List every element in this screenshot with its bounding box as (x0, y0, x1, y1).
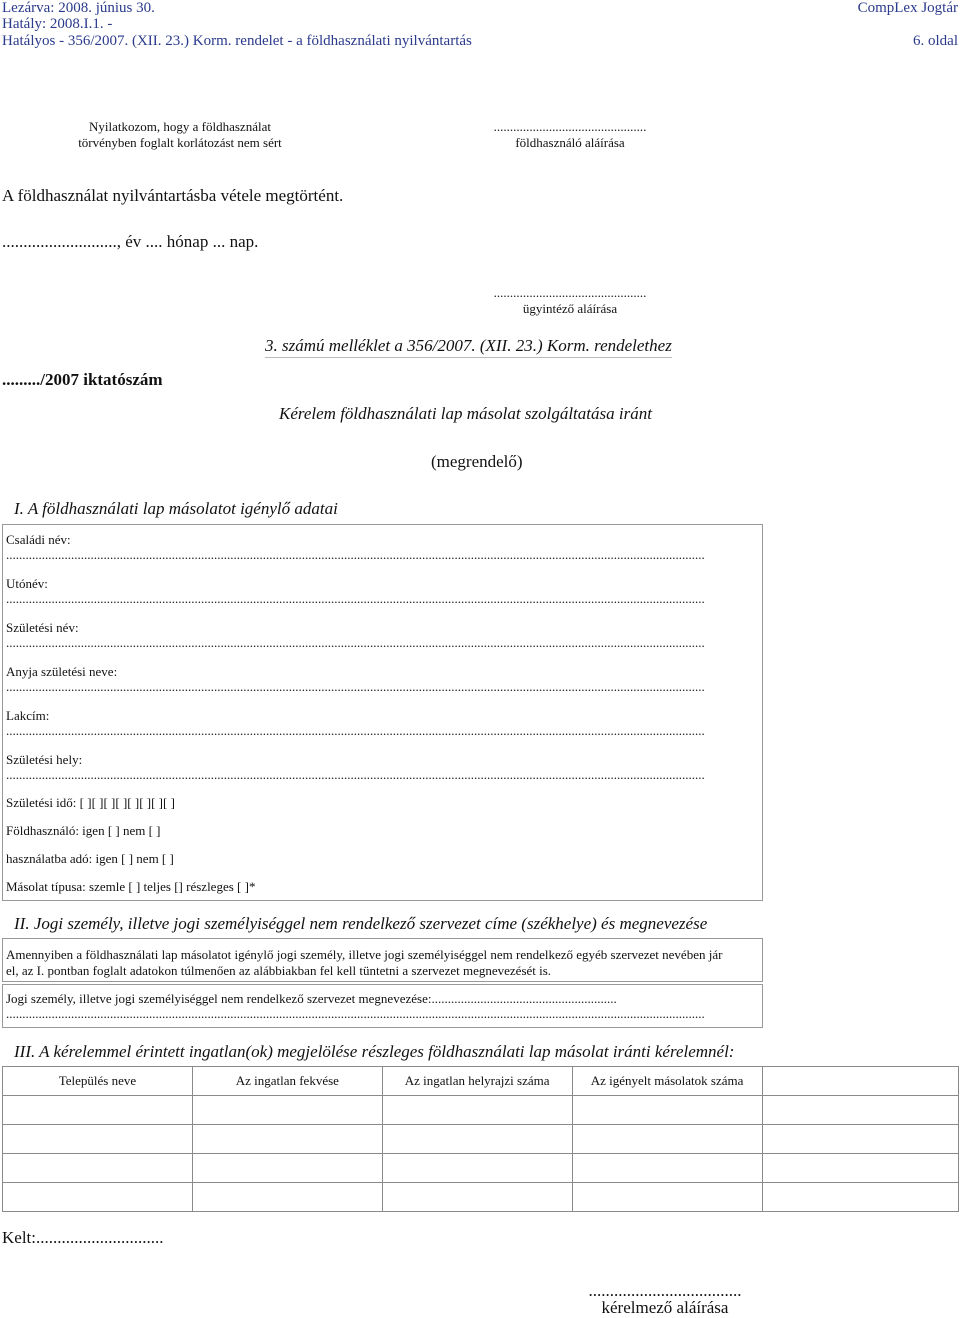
declaration-line2: törvényben foglalt korlátozást nem sért (78, 135, 282, 150)
applicant-signature-label: kérelmező aláírása (601, 1298, 729, 1317)
date-line: ..........................., év .... hónap ... nap. (2, 232, 259, 251)
table-row[interactable] (3, 1154, 959, 1183)
legal-entity-name-dots[interactable]: ....................................................................................................................................................................................................................... (6, 1006, 705, 1021)
table-cell[interactable] (192, 1183, 382, 1212)
table-cell[interactable] (762, 1125, 959, 1154)
annex-title: 3. számú melléklet a 356/2007. (XII. 23.) Korm. rendelethez (265, 336, 672, 358)
applicant-signature-dots: .................................... (588, 1281, 742, 1300)
table-cell[interactable] (572, 1183, 762, 1212)
header-right-line1: CompLex Jogtár (857, 0, 958, 16)
table-cell[interactable] (572, 1096, 762, 1125)
land-user-signature-label: földhasználó aláírása (515, 135, 625, 150)
mother-name-dots[interactable]: ....................................................................................................................................................................................................................... (6, 679, 705, 694)
family-name-dots[interactable]: ....................................................................................................................................................................................................................... (6, 547, 705, 562)
clerk-signature-dots: ............................................... (493, 285, 647, 300)
header-left-line3: Hatályos - 356/2007. (XII. 23.) Korm. rendelet - a földhasználati nyilvántartás (2, 33, 472, 49)
lessor-choice[interactable]: használatba adó: igen [ ] nem [ ] (6, 851, 174, 866)
table-cell[interactable] (382, 1096, 572, 1125)
birthplace-label: Születési hely: (6, 752, 83, 767)
request-title: Kérelem földhasználati lap másolat szolgáltatása iránt (279, 404, 652, 423)
table-row[interactable] (3, 1183, 959, 1212)
table-cell[interactable] (3, 1183, 193, 1212)
header-left-line1: Lezárva: 2008. június 30. (2, 0, 155, 16)
legal-entity-note-box (2, 938, 763, 982)
birth-name-dots[interactable]: ....................................................................................................................................................................................................................... (6, 635, 705, 650)
legal-entity-name-line[interactable]: Jogi személy, illetve jogi személyiséggel nem rendelkező szervezet megnevezése:......................................................... (6, 991, 617, 1006)
table-cell[interactable] (382, 1154, 572, 1183)
iktatoszam: ........./2007 iktatószám (2, 370, 163, 389)
table-cell[interactable] (192, 1154, 382, 1183)
section2-heading: II. Jogi személy, illetve jogi személyiséggel nem rendelkező szervezet címe (székhelye) és megnevezése (14, 914, 708, 933)
kelt-line[interactable]: Kelt:.............................. (2, 1228, 164, 1247)
section1-heading: I. A földhasználati lap másolatot igénylő adatai (14, 499, 338, 518)
column-empty (762, 1067, 959, 1096)
declaration-line1: Nyilatkozom, hogy a földhasználat (89, 119, 271, 134)
registered-text: A földhasználat nyilvántartásba vétele megtörtént. (2, 186, 344, 205)
column-location: Az ingatlan fekvése (192, 1067, 382, 1096)
copy-type-choice[interactable]: Másolat típusa: szemle [ ] teljes [] részleges [ ]* (6, 879, 256, 894)
table-cell[interactable] (3, 1096, 193, 1125)
table-cell[interactable] (762, 1154, 959, 1183)
table-cell[interactable] (382, 1125, 572, 1154)
column-copy-count: Az igényelt másolatok száma (572, 1067, 762, 1096)
header-page-number: 6. oldal (913, 33, 958, 49)
table-row[interactable] (3, 1096, 959, 1125)
section3-heading: III. A kérelemmel érintett ingatlan(ok) megjelölése részleges földhasználati lap másolat iránti kérelemnél: (14, 1042, 735, 1061)
address-label: Lakcím: (6, 708, 50, 723)
address-dots[interactable]: ....................................................................................................................................................................................................................... (6, 723, 705, 738)
property-table (2, 1066, 959, 1212)
table-header-row (3, 1067, 959, 1096)
table-cell[interactable] (3, 1125, 193, 1154)
family-name-label: Családi név: (6, 532, 71, 547)
legal-note-line1: Amennyiben a földhasználati lap másolatot igénylő jogi személy, illetve jogi személyiséggel nem rendelkező egyéb szervezet nevében jár (6, 947, 723, 962)
table-cell[interactable] (572, 1125, 762, 1154)
table-cell[interactable] (762, 1183, 959, 1212)
request-subtitle: (megrendelő) (431, 452, 523, 471)
table-cell[interactable] (192, 1096, 382, 1125)
birth-date-field[interactable]: Születési idő: [ ][ ][ ][ ][ ][ ][ ][ ] (6, 795, 175, 810)
birth-name-label: Születési név: (6, 620, 79, 635)
column-lot-number: Az ingatlan helyrajzi száma (382, 1067, 572, 1096)
table-cell[interactable] (3, 1154, 193, 1183)
given-name-label: Utónév: (6, 576, 48, 591)
birthplace-dots[interactable]: ....................................................................................................................................................................................................................... (6, 767, 705, 782)
table-cell[interactable] (762, 1096, 959, 1125)
land-user-signature-dots: ............................................... (493, 119, 647, 134)
legal-entity-name-box (2, 984, 763, 1028)
table-cell[interactable] (192, 1125, 382, 1154)
mother-name-label: Anyja születési neve: (6, 664, 118, 679)
land-user-choice[interactable]: Földhasználó: igen [ ] nem [ ] (6, 823, 161, 838)
header-left-line2: Hatály: 2008.I.1. - (2, 16, 113, 32)
table-cell[interactable] (382, 1183, 572, 1212)
table-cell[interactable] (572, 1154, 762, 1183)
given-name-dots[interactable]: ....................................................................................................................................................................................................................... (6, 591, 705, 606)
applicant-data-box (2, 524, 763, 901)
clerk-signature-label: ügyintéző aláírása (522, 301, 618, 316)
table-row[interactable] (3, 1125, 959, 1154)
column-settlement: Település neve (3, 1067, 193, 1096)
legal-note-line2: el, az I. pontban foglalt adatokon túlmenően az alábbiakban fel kell tüntetni a szervezet megnevezését is. (6, 963, 552, 978)
